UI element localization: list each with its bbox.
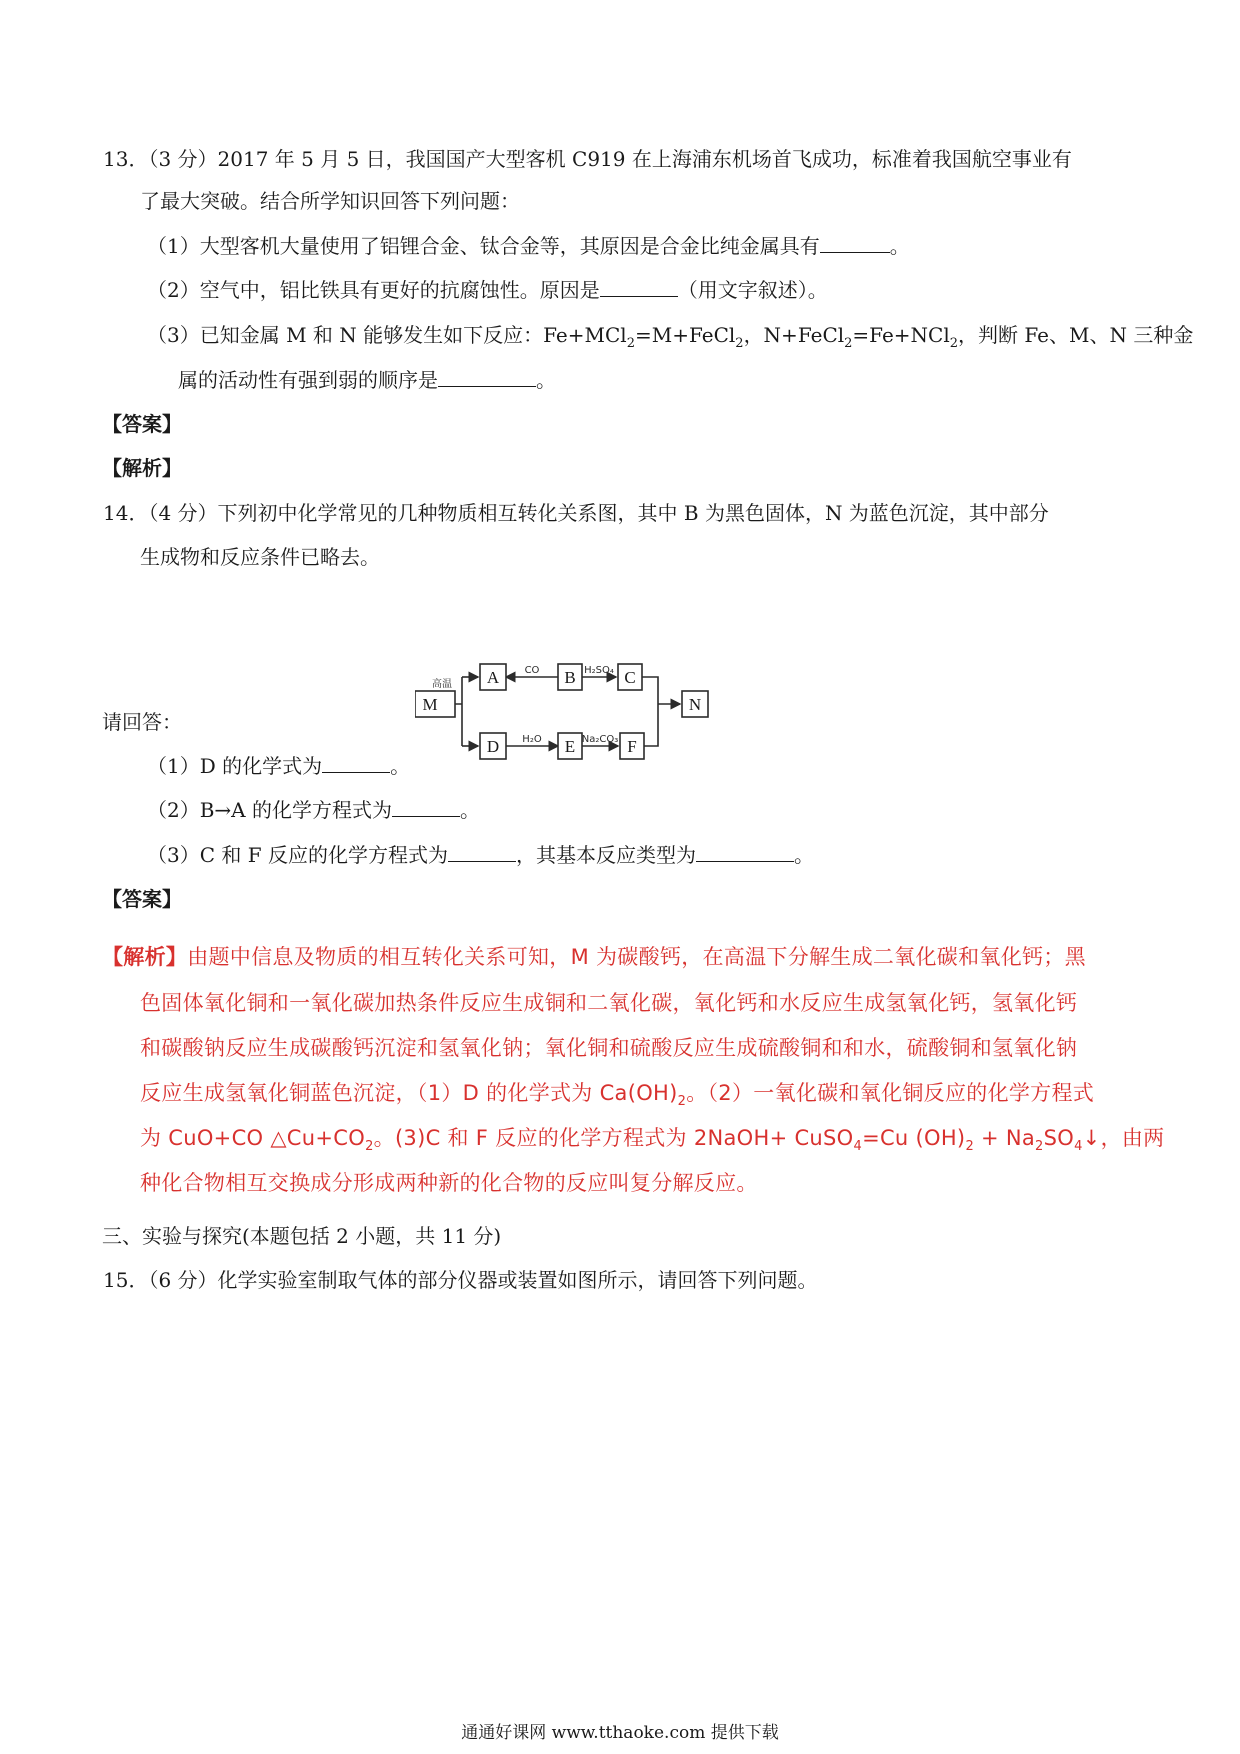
q14-part2-period: 。: [459, 798, 480, 822]
q13-part3-text-b: =M+FeCl: [634, 323, 736, 347]
q14-answer-label: 【答案】: [102, 887, 182, 911]
q13-part3: [147, 321, 1193, 358]
q13-part3-text-a: （3）已知金属 M 和 N 能够发生如下反应：Fe+MCl: [147, 323, 627, 347]
q15-stem: 15．（6 分）化学实验室制取气体的部分仪器或装置如图所示，请回答下列问题。: [103, 1268, 818, 1292]
node-m-label: M: [422, 695, 438, 714]
node-d-label: D: [486, 737, 500, 756]
q13-answer-label: 【答案】: [102, 412, 182, 436]
q14-part3: [147, 841, 814, 869]
q13-part3-blank[interactable]: [438, 368, 536, 387]
q13-part3-text-f: 属的活动性有强到弱的顺序是: [178, 368, 438, 392]
q14-part3-text: （3）C 和 F 反应的化学方程式为: [147, 843, 448, 867]
label-high-temp: 高温: [432, 679, 452, 690]
analysis-text: SO: [1043, 1126, 1075, 1150]
q14-analysis-label: 【解析】: [102, 945, 188, 969]
q14-part3-period: 。: [793, 843, 814, 867]
subscript: 2: [1035, 1139, 1044, 1155]
q13-part2-text: （2）空气中，铝比铁具有更好的抗腐蚀性。原因是: [147, 278, 600, 302]
q13-part1-text: （1）大型客机大量使用了铝锂合金、钛合金等，其原因是合金比纯金属具有: [147, 234, 820, 258]
section-3-heading: 三、实验与探究(本题包括 2 小题，共 11 分): [102, 1224, 502, 1248]
q13-part1-blank[interactable]: [820, 234, 890, 253]
q14-analysis-line2: 色固体氧化铜和一氧化碳加热条件反应生成铜和二氧化碳，氧化钙和水反应生成氢氧化钙，氢氧化钙: [140, 991, 1078, 1015]
subscript: 2: [735, 336, 744, 351]
q13-part1: [147, 232, 910, 260]
q14-analysis-line1: [102, 943, 1086, 971]
label-co: CO: [524, 665, 540, 676]
subscript: 2: [965, 1139, 975, 1155]
label-na2co3: Na₂CO₃: [581, 734, 619, 745]
conversion-flow-diagram: [415, 660, 735, 760]
q13-analysis-label: 【解析】: [102, 456, 182, 480]
q13-part3-text-c: ，N+FeCl: [743, 323, 845, 347]
label-h2o: H₂O: [522, 734, 542, 745]
q14-part2: [147, 796, 480, 824]
q13-part3-line2: [178, 366, 556, 394]
page-footer: 通通好课网 www.tthaoke.com 提供下载: [461, 1723, 779, 1743]
q14-prompt: 请回答：: [102, 710, 182, 734]
node-f-label: F: [627, 737, 637, 756]
analysis-text: + Na: [974, 1126, 1036, 1150]
analysis-text: 为 CuO+CO △Cu+CO: [140, 1126, 366, 1150]
analysis-text: 反应生成氢氧化铜蓝色沉淀，（1）D 的化学式为 Ca(OH): [140, 1081, 678, 1105]
node-e-label: E: [564, 737, 576, 756]
q14-part3-text-b: ，其基本反应类型为: [515, 843, 696, 867]
q14-analysis-line4: [140, 1079, 1094, 1116]
analysis-text: 由题中信息及物质的相互转化关系可知，M 为碳酸钙，在高温下分解生成二氧化碳和氧化钙；黑: [187, 945, 1086, 969]
q13-part3-text-d: =Fe+NCl: [852, 323, 950, 347]
analysis-text: 。(3)C 和 F 反应的化学方程式为 2NaOH+ CuSO: [373, 1126, 854, 1150]
q13-part2-note: （用文字叙述）。: [677, 278, 828, 302]
q14-part1-text: （1）D 的化学式为: [147, 754, 323, 778]
q14-part2-text: （2）B→A 的化学方程式为: [147, 798, 392, 822]
subscript: 2: [844, 336, 853, 351]
analysis-text: =Cu (OH): [862, 1126, 966, 1150]
q14-part3-blank2[interactable]: [696, 843, 794, 862]
subscript: 4: [1074, 1139, 1083, 1155]
q13-part2-blank[interactable]: [600, 278, 678, 297]
subscript: 2: [677, 1094, 687, 1110]
q14-stem-line2: 生成物和反应条件已略去。: [140, 545, 380, 569]
q14-part1-period: 。: [390, 754, 411, 778]
node-c-label: C: [624, 668, 636, 687]
split-line: [455, 677, 462, 746]
q14-part1: [147, 752, 410, 780]
node-n-label: N: [688, 695, 702, 714]
q14-analysis-line5: [140, 1124, 1164, 1161]
q14-analysis-line3: 和碳酸钠反应生成碳酸钙沉淀和氢氧化钠；氧化铜和硫酸反应生成硫酸铜和和水，硫酸铜和氢氧化钠: [140, 1036, 1078, 1060]
node-b-label: B: [564, 668, 576, 687]
label-h2so4: H₂SO₄: [584, 665, 614, 676]
q13-part3-period: 。: [536, 368, 556, 392]
analysis-text: ↓，由两: [1082, 1126, 1165, 1150]
subscript: 2: [365, 1139, 374, 1155]
q14-part1-blank[interactable]: [322, 754, 390, 773]
subscript: 4: [853, 1139, 863, 1155]
q13-part2: [147, 276, 828, 304]
subscript: 2: [949, 336, 959, 351]
q13-part1-period: 。: [889, 234, 910, 258]
q13-part3-text-e: ，判断 Fe、M、N 三种金: [958, 323, 1194, 347]
analysis-text: 。（2）一氧化碳和氧化铜反应的化学方程式: [686, 1081, 1095, 1105]
q14-stem-line1: 14．（4 分）下列初中化学常见的几种物质相互转化关系图，其中 B 为黑色固体，N 为蓝色沉淀，其中部分: [103, 501, 1049, 525]
q14-part2-blank[interactable]: [392, 798, 460, 817]
q13-stem-line2: 了最大突破。结合所学知识回答下列问题：: [140, 189, 520, 213]
subscript: 2: [626, 336, 635, 351]
q14-part3-blank1[interactable]: [448, 843, 516, 862]
q14-analysis-line6: 种化合物相互交换成分形成两种新的化合物的反应叫复分解反应。: [140, 1171, 758, 1195]
node-a-label: A: [486, 668, 500, 687]
q13-stem-line1: 13．（3 分）2017 年 5 月 5 日，我国国产大型客机 C919 在上海浦东机场首飞成功，标准着我国航空事业有: [103, 147, 1072, 171]
